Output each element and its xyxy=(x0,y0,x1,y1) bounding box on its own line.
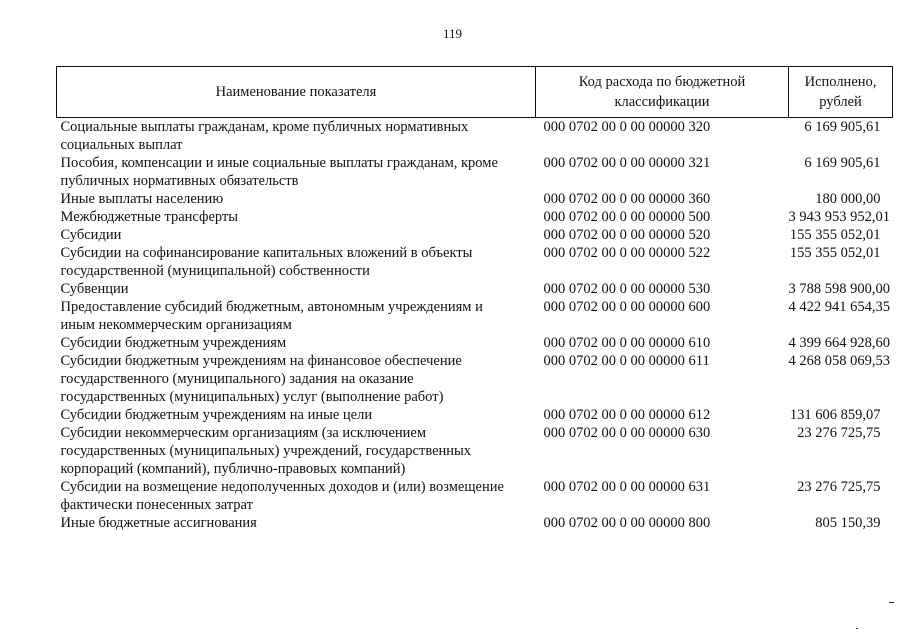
indicator-name xyxy=(57,244,536,280)
indicator-name-line: Социальные выплаты гражданам, кроме публичных нормативных xyxy=(60,119,469,135)
expense-code: 000 0702 00 0 00 00000 600 xyxy=(543,299,711,315)
indicator-name xyxy=(57,424,536,478)
table-row xyxy=(57,514,893,532)
expense-code: 000 0702 00 0 00 00000 520 xyxy=(543,227,711,243)
indicator-name xyxy=(57,154,536,190)
indicator-name-line: Субсидии бюджетным учреждениям на иные цели xyxy=(60,407,373,423)
expense-code: 000 0702 00 0 00 00000 611 xyxy=(543,353,710,369)
indicator-name xyxy=(57,298,536,334)
indicator-name xyxy=(57,514,536,532)
amount-executed: 3 788 598 900,00 xyxy=(788,281,890,297)
header-code xyxy=(536,67,789,118)
amount-executed: 3 943 953 952,01 xyxy=(788,209,890,225)
indicator-name-line: государственных (муниципальных) услуг (выполнение работ) xyxy=(60,389,444,405)
header-name: Наименование показателя xyxy=(57,67,536,118)
table-row xyxy=(57,352,893,406)
expense-code: 000 0702 00 0 00 00000 321 xyxy=(543,155,711,171)
indicator-name xyxy=(57,478,536,514)
indicator-name-line: публичных нормативных обязательств xyxy=(60,173,299,189)
indicator-name xyxy=(57,118,536,155)
amount-executed: 4 399 664 928,60 xyxy=(788,335,890,351)
table-row xyxy=(57,280,893,298)
indicator-name xyxy=(57,226,536,244)
indicator-name-line: Субвенции xyxy=(60,281,129,297)
header-code-line-1: Код расхода по бюджетной xyxy=(578,74,746,90)
indicator-name-line: Межбюджетные трансферты xyxy=(60,209,239,225)
amount-executed: 155 355 052,01 xyxy=(789,245,881,261)
page-number: 119 xyxy=(442,26,463,41)
indicator-name xyxy=(57,280,536,298)
indicator-name-line: Пособия, компенсации и иные социальные выплаты гражданам, кроме xyxy=(60,155,498,171)
indicator-name xyxy=(57,208,536,226)
expense-code: 000 0702 00 0 00 00000 530 xyxy=(543,281,711,297)
table-row xyxy=(57,478,893,514)
indicator-name-line: иным некоммерческим организациям xyxy=(60,317,292,333)
scan-mark xyxy=(856,628,858,629)
amount-executed: 180 000,00 xyxy=(815,191,881,207)
expense-code: 000 0702 00 0 00 00000 630 xyxy=(543,425,711,441)
table-row xyxy=(57,154,893,190)
indicator-name xyxy=(57,334,536,352)
amount-executed: 155 355 052,01 xyxy=(789,227,881,243)
table-header-row xyxy=(57,67,893,118)
expense-code: 000 0702 00 0 00 00000 631 xyxy=(543,479,711,495)
expense-code: 000 0702 00 0 00 00000 612 xyxy=(543,407,711,423)
indicator-name-line: Предоставление субсидий бюджетным, автономным учреждениям и xyxy=(60,299,483,315)
expense-code: 000 0702 00 0 00 00000 610 xyxy=(543,335,711,351)
indicator-name-line: Субсидии некоммерческим организациям (за исключением xyxy=(60,425,427,441)
indicator-name-line: фактически понесенных затрат xyxy=(60,497,253,513)
expense-code: 000 0702 00 0 00 00000 800 xyxy=(543,515,711,531)
indicator-name-line: Субсидии бюджетным учреждениям на финансовое обеспечение xyxy=(60,353,462,369)
indicator-name-line: государственной (муниципальной) собственности xyxy=(60,263,370,279)
indicator-name-line: Субсидии на возмещение недополученных доходов и (или) возмещение xyxy=(60,479,504,495)
table-row xyxy=(57,424,893,478)
expense-code: 000 0702 00 0 00 00000 500 xyxy=(543,209,711,225)
indicator-name xyxy=(57,352,536,406)
table-row xyxy=(57,208,893,226)
expense-code: 000 0702 00 0 00 00000 522 xyxy=(543,245,711,261)
indicator-name-line: социальных выплат xyxy=(60,137,183,153)
budget-table xyxy=(56,66,893,532)
indicator-name-line: государственных (муниципальных) учреждений, государственных xyxy=(60,443,472,459)
table-row xyxy=(57,406,893,424)
indicator-name-line: Иные бюджетные ассигнования xyxy=(60,515,257,531)
table-row xyxy=(57,118,893,155)
amount-executed: 131 606 859,07 xyxy=(789,407,881,423)
indicator-name-line: корпораций (компаний), публично-правовых компаний) xyxy=(60,461,406,477)
amount-executed: 23 276 725,75 xyxy=(797,479,881,495)
indicator-name xyxy=(57,406,536,424)
expense-code: 000 0702 00 0 00 00000 320 xyxy=(543,119,711,135)
amount-executed: 6 169 905,61 xyxy=(804,119,881,135)
indicator-name-line: Иные выплаты населению xyxy=(60,191,224,207)
indicator-name-line: Субсидии бюджетным учреждениям xyxy=(60,335,287,351)
expense-code: 000 0702 00 0 00 00000 360 xyxy=(543,191,711,207)
header-amount: Исполнено, рублей xyxy=(789,67,893,118)
header-code-line-2: классификации xyxy=(614,94,710,110)
table-row xyxy=(57,226,893,244)
amount-executed: 23 276 725,75 xyxy=(797,425,881,441)
table-row xyxy=(57,334,893,352)
indicator-name xyxy=(57,190,536,208)
amount-executed: 4 268 058 069,53 xyxy=(788,353,890,369)
indicator-name-line: Субсидии xyxy=(60,227,122,243)
table-row xyxy=(57,298,893,334)
indicator-name-line: государственного (муниципального) задания на оказание xyxy=(60,371,414,387)
table-row xyxy=(57,190,893,208)
table-body xyxy=(57,118,893,533)
table-row xyxy=(57,244,893,280)
indicator-name-line: Субсидии на софинансирование капитальных вложений в объекты xyxy=(60,245,473,261)
scan-mark xyxy=(889,602,894,603)
amount-executed: 805 150,39 xyxy=(815,515,881,531)
amount-executed: 6 169 905,61 xyxy=(804,155,881,171)
amount-executed: 4 422 941 654,35 xyxy=(788,299,890,315)
